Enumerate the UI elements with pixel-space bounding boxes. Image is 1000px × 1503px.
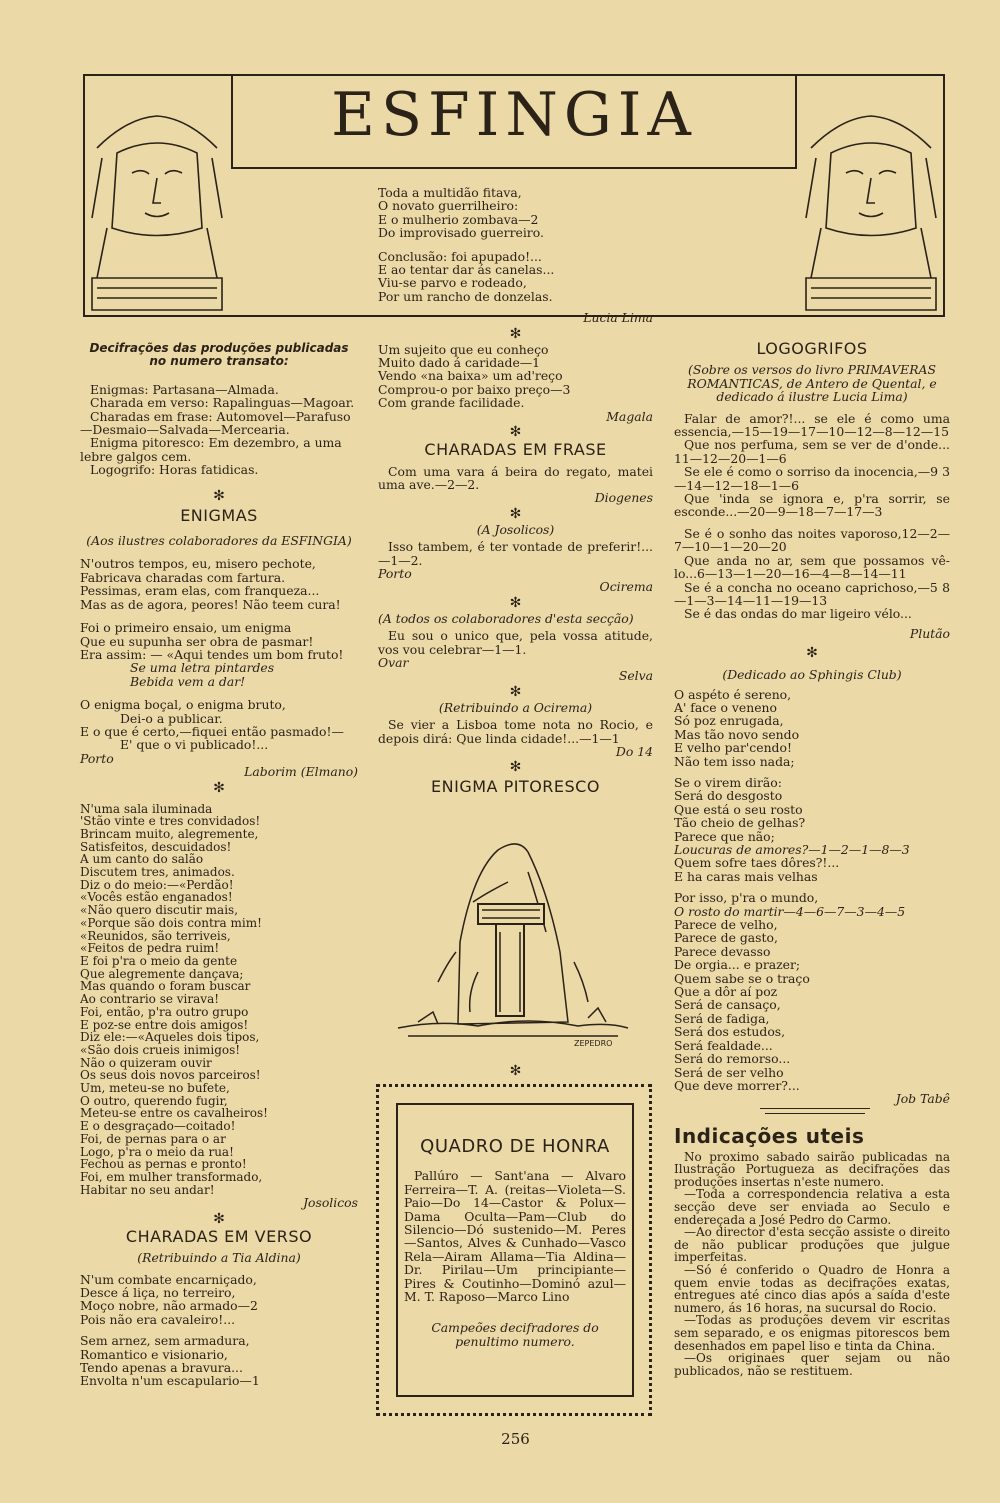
divider-rule: [765, 1113, 865, 1114]
verse-line: E' que o vi publicado!...: [120, 737, 269, 753]
decif-line: Charadas em frase: Automovel—Parafuso—Desmaio—Salvada—Mercearia.: [80, 408, 351, 438]
verse-line: Vendo «na baixa» um ad'reço: [378, 368, 563, 384]
place-name: Ovar: [378, 654, 409, 670]
verse-line: A' face o veneno: [674, 699, 777, 715]
verse-line: Será de ser velho: [674, 1064, 784, 1080]
enigmas-heading: ENIGMAS: [180, 505, 258, 525]
verse-line: «Vocês estão enganados!: [80, 890, 233, 905]
decif-line: Logogrifo: Horas fatidicas.: [90, 462, 259, 478]
enigmas-dedication: (Aos ilustres colaboradores da ESFINGIA): [86, 533, 352, 549]
separator-star: ✻: [509, 505, 522, 522]
verse-line: Se uma letra pintardes: [130, 660, 275, 676]
charadas-frase-heading: CHARADAS EM FRASE: [424, 440, 607, 460]
author-signature: Do 14: [615, 744, 653, 759]
indicacao-paragraph: —Toda a correspondencia relativa a esta secção deve ser enviada ao Seculo e endereçada a José Pedro do Carmo.: [674, 1187, 950, 1227]
verse-line: Habitar no seu andar!: [80, 1182, 215, 1197]
verse-line: Foi, então, p'ra outro grupo: [80, 1004, 249, 1019]
divider-rule: [760, 1108, 870, 1109]
verse-line: «Porque são dois contra mim!: [80, 915, 262, 930]
decif-line: Enigma pitoresco: Em dezembro, a uma lebre galgos cem.: [80, 435, 342, 464]
verse-line: Loucuras de amores?—1—2—1—8—3: [674, 842, 910, 857]
verse-line: Logo, p'ra o meio da rua!: [80, 1144, 234, 1159]
verse-line: Quem sabe se o traço: [674, 970, 810, 986]
indicacao-paragraph: —Ao director d'esta secção assiste o direito de não publicar produções que julgue imperfeitas.: [674, 1225, 950, 1265]
sphinx-left-illustration: [87, 78, 227, 314]
verse-line: Mas quando o foram buscar: [80, 979, 251, 994]
club-dedication: (Dedicado ao Sphingis Club): [722, 667, 902, 683]
verse-line: Será de fadiga,: [674, 1010, 770, 1026]
indicacao-paragraph: —Todas as produções devem vir escritas sem separado, e os enigmas pitorescos bem desenhados em papel liso e tinta da China.: [674, 1313, 950, 1353]
separator-star: ✻: [509, 759, 522, 776]
verse-line: Discutem tres, animados.: [80, 865, 235, 880]
verse-line: Viu-se parvo e rodeado,: [378, 275, 527, 291]
indicacao-paragraph: —Só é conferido o Quadro de Honra a quem envie todas as decifrações exatas, entregues até cinco dias após a saída d'este numero, ás 16 horas, na sucursal do Rocio.: [674, 1262, 950, 1315]
verse-line: Pois não era cavaleiro!...: [80, 1311, 236, 1327]
verse-line: Será fealdade...: [674, 1037, 773, 1053]
verse-line: A um canto do salão: [80, 852, 204, 867]
verse-line: «Feitos de pedra ruim!: [80, 941, 220, 956]
verse-line: Do improvisado guerreiro.: [378, 225, 544, 241]
column-middle: [378, 185, 653, 797]
verse-line: Não o quizeram ouvir: [80, 1055, 212, 1070]
separator-star: ✻: [213, 487, 225, 504]
verse-line: 'Stão vinte e tres convidados!: [80, 814, 261, 829]
author-signature: Lucia Lima: [583, 310, 653, 326]
verso-dedication: (Retribuindo a Tia Aldina): [137, 1250, 301, 1266]
column-right: [674, 339, 950, 1107]
author-signature: Job Tabê: [895, 1091, 950, 1107]
decif-line: Enigmas: Partasana—Almada.: [90, 381, 279, 397]
verse-line: Moço nobre, não armado—2: [80, 1298, 258, 1314]
verse-line: Que está o seu rosto: [674, 801, 803, 817]
verse-line: Que a dôr aí poz: [674, 984, 778, 1000]
logogrifo-line: Que anda no ar, sem que possamos vê-lo...6—13—1—20—16—4—8—14—11: [674, 552, 950, 582]
verse-line: Que deve morrer?...: [674, 1077, 800, 1093]
verse-line: Será do remorso...: [674, 1051, 791, 1067]
charada-frase: Se vier a Lisboa tome nota no Rocio, e depois dirá: Que linda cidade!...—1—1: [378, 717, 653, 746]
verse-line: Tendo apenas a bravura...: [80, 1360, 243, 1376]
verse-line: Envolta n'um escapulario—1: [80, 1373, 260, 1389]
honra-names: Pallúro — Sant'ana — Alvaro Ferreira—T. A. (reitas—Violeta—S. Paio—Do 14—Castor & Polux—Dama Oculta—Pam—Club do Silencio—Dó sustenido—M. Peres—Santos, Alves & Cunhado—Vasco Rela—Airam Allama—Tia Aldina—Dr. Pirilau—Um principiante—Pires & Coutinho—Dominó azul—M. T. Raposo—Marco Lino: [404, 1168, 626, 1305]
verse-line: Parece de gasto,: [674, 930, 778, 946]
charadas-verso-heading: CHARADAS EM VERSO: [125, 1226, 313, 1246]
enigma-pitoresco-illustration: [378, 832, 640, 1050]
verse-line: Brincam muito, alegremente,: [80, 826, 259, 841]
verse-line: O aspéto é sereno,: [674, 686, 792, 702]
column-left: [80, 342, 358, 1388]
honra-footer: Campeões decifradores do penultimo numero.: [431, 1320, 599, 1349]
verse-line: Com grande facilidade.: [378, 395, 525, 411]
verse-line: Mas tão novo sendo: [674, 726, 800, 742]
verse-line: Muito dado á caridade—1: [378, 355, 541, 371]
verse-line: Romantico e visionario,: [80, 1346, 228, 1362]
verse-line: Sem arnez, sem armadura,: [80, 1333, 250, 1349]
verse-line: Que eu supunha ser obra de pasmar!: [80, 633, 314, 649]
author-signature: Josolicos: [303, 1195, 358, 1211]
verse-line: Foi o primeiro ensaio, um enigma: [80, 620, 292, 636]
logogrifo-line: Se ele é como o sorriso da inocencia,—9 3—14—12—18—1—6: [674, 464, 950, 493]
verse-line: Só poz enrugada,: [674, 713, 784, 729]
verse-line: Satisfeitos, descuidados!: [80, 839, 232, 854]
honra-heading: QUADRO DE HONRA: [420, 1136, 610, 1157]
verse-line: Será de cansaço,: [674, 997, 781, 1013]
verse-line: «Reunidos, são terriveis,: [80, 928, 231, 943]
verse-line: «São dois crueis inimigos!: [80, 1042, 241, 1057]
author-signature: Magala: [606, 408, 653, 424]
separator-star: ✻: [806, 645, 818, 662]
verse-line: E ao tentar dar ás canelas...: [378, 262, 555, 278]
verse-line: Ao contrario se virava!: [80, 992, 220, 1007]
verse-line: Um sujeito que eu conheço: [378, 341, 549, 357]
logogrifos-dedication: (Sobre os versos do livro PRIMAVERAS ROMANTICAS, de Antero de Quental, e dedicado á ilustre Lucia Lima): [687, 362, 937, 405]
page-number: 256: [501, 1430, 530, 1448]
indicacao-paragraph: —Os originaes quer sejam ou não publicados, não se restituem.: [674, 1351, 950, 1378]
verse-line: Foi, em mulher transformado,: [80, 1169, 263, 1184]
verse-line: Será do desgosto: [674, 788, 783, 804]
verse-line: Pessimas, eram elas, com franqueza...: [80, 583, 320, 599]
verse-line: E poz-se entre dois amigos!: [80, 1017, 249, 1032]
logogrifo-line: Que nos perfuma, sem se ver de d'onde... 11—12—20—1—6: [674, 437, 950, 466]
verse-line: Quem sofre taes dôres?!...: [674, 855, 840, 871]
logogrifos-heading: LOGOGRIFOS: [756, 339, 868, 358]
verse-line: Toda a multidão fitava,: [378, 185, 522, 200]
verse-line: Não tem isso nada;: [674, 753, 795, 769]
verse-line: Tão cheio de gelhas?: [674, 815, 806, 831]
verse-line: Por um rancho de donzelas.: [378, 288, 553, 304]
verse-line: Um, meteu-se no bufete,: [80, 1081, 230, 1096]
separator-star: ✻: [509, 424, 522, 441]
verse-line: E o que é certo,—fiquei então pasmado!—: [80, 723, 344, 739]
author-signature: Selva: [618, 668, 653, 684]
verse-line: E o mulherio zombava—2: [378, 211, 539, 227]
verse-line: Meteu-se entre os cavalheiros!: [80, 1106, 268, 1121]
decifracoes-title: Decifrações das produções publicadas no numero transato:: [89, 341, 349, 369]
verse-line: Será dos estudos,: [674, 1024, 786, 1040]
verse-line: E foi p'ra o meio da gente: [80, 954, 238, 968]
dedication: (Retribuindo a Ocirema): [438, 699, 593, 715]
verse-line: Foi, de pernas para o ar: [80, 1131, 226, 1146]
indicacao-paragraph: No proximo sabado sairão publicadas na Ilustração Portugueza as decifrações das produções insertas n'este numero.: [674, 1149, 950, 1189]
verse-line: Conclusão: foi apupado!...: [378, 248, 542, 264]
separator-star: ✻: [509, 1063, 522, 1079]
place-name: Porto: [378, 565, 412, 581]
verse-line: Por isso, p'ra o mundo,: [674, 890, 819, 906]
verse-line: Que alegremente dançava;: [80, 966, 244, 981]
sphinx-right-illustration: [801, 78, 941, 314]
author-signature: Laborim (Elmano): [244, 764, 358, 780]
verse-line: Bebida vem a dar!: [130, 673, 246, 689]
verse-line: N'outros tempos, eu, misero pechote,: [80, 556, 316, 572]
dedication: (A Josolicos): [476, 521, 555, 537]
place-name: Porto: [80, 750, 114, 766]
indicacoes-uteis: [674, 1124, 950, 1378]
verse-line: E o desgraçado—coitado!: [80, 1119, 236, 1134]
logogrifo-line: Se é o sonho das noites vaporoso,12—2— 7—10—1—20—20: [674, 525, 950, 555]
dedication: (A todos os colaboradores d'esta secção): [378, 610, 634, 626]
enigma-pitoresco-heading: ENIGMA PITORESCO: [431, 777, 600, 797]
separator-star: ✻: [509, 594, 522, 611]
verse-line: O rosto do martir—4—6—7—3—4—5: [674, 903, 906, 919]
verse-line: O outro, querendo fugir,: [80, 1093, 228, 1108]
logogrifo-line: Falar de amor?!... se ele é como uma essencia,—15—19—17—10—12—8—12—15: [674, 410, 950, 440]
verse-line: «Não quero discutir mais,: [80, 903, 239, 918]
author-signature: Ocirema: [599, 579, 653, 595]
decif-line: Charada em verso: Rapalinguas—Magoar.: [90, 395, 355, 411]
verse-line: Os seus dois novos parceiros!: [80, 1068, 261, 1083]
page-title: ESFINGIA: [331, 80, 697, 150]
verse-line: N'uma sala iluminada: [80, 801, 213, 816]
verse-line: Fechou as pernas e pronto!: [80, 1157, 247, 1172]
verse-line: Fabricava charadas com fartura.: [80, 569, 286, 585]
separator-star: ✻: [213, 1210, 225, 1227]
verse-line: Se o virem dirão:: [674, 774, 782, 790]
verse-line: Parece devasso: [674, 943, 771, 959]
verse-line: E velho par'cendo!: [674, 740, 792, 756]
verse-line: Mas as de agora, peores! Não teem cura!: [80, 596, 341, 612]
verse-line: Parece que não;: [674, 828, 775, 844]
verse-line: Parece de velho,: [674, 917, 778, 933]
verse-line: N'um combate encarniçado,: [80, 1271, 257, 1287]
logogrifo-line: Se é das ondas do mar ligeiro vélo...: [684, 606, 912, 622]
logogrifo-line: Que 'inda se ignora e, p'ra sorrir, se esconde...—20—9—18—7—17—3: [674, 491, 950, 520]
artist-signature: ZEPEDRO: [574, 1039, 613, 1048]
verse-line: Dei-o a publicar.: [120, 710, 223, 726]
quadro-de-honra: [404, 1136, 626, 1349]
verse-line: Comprou-o por baixo preço—3: [378, 381, 571, 397]
separator-star: ✻: [213, 779, 225, 796]
verse-line: Desce á liça, no terreiro,: [80, 1284, 236, 1300]
verse-line: Diz o do meio:—«Perdão!: [80, 877, 234, 892]
verse-line: O enigma boçal, o enigma bruto,: [80, 697, 286, 713]
charada-frase: Com uma vara á beira do regato, matei uma ave.—2—2.: [378, 463, 653, 492]
verse-line: De orgia... e prazer;: [674, 957, 801, 973]
verse-line: O novato guerrilheiro:: [378, 198, 519, 214]
author-signature: Diogenes: [594, 490, 653, 506]
verse-line: Era assim: — «Aqui tendes um bom fruto!: [80, 646, 344, 662]
author-signature: Plutão: [909, 625, 950, 641]
separator-star: ✻: [509, 325, 522, 342]
enigma-verse-2: [80, 803, 358, 1197]
separator-star: ✻: [509, 683, 522, 700]
charada-frase: Eu sou o unico que, pela vossa atitude, vos vou celebrar—1—1.: [378, 628, 653, 657]
logogrifo-line: Se é a concha no oceano caprichoso,—5 8—1—3—14—11—19—13: [674, 579, 950, 608]
verse-line: E ha caras mais velhas: [674, 868, 818, 884]
indicacoes-heading: Indicações uteis: [674, 1124, 865, 1148]
charada-frase: Isso tambem, é ter vontade de preferir!...—1—2.: [378, 539, 653, 568]
verse-line: Diz ele:—«Aqueles dois tipos,: [80, 1030, 260, 1045]
